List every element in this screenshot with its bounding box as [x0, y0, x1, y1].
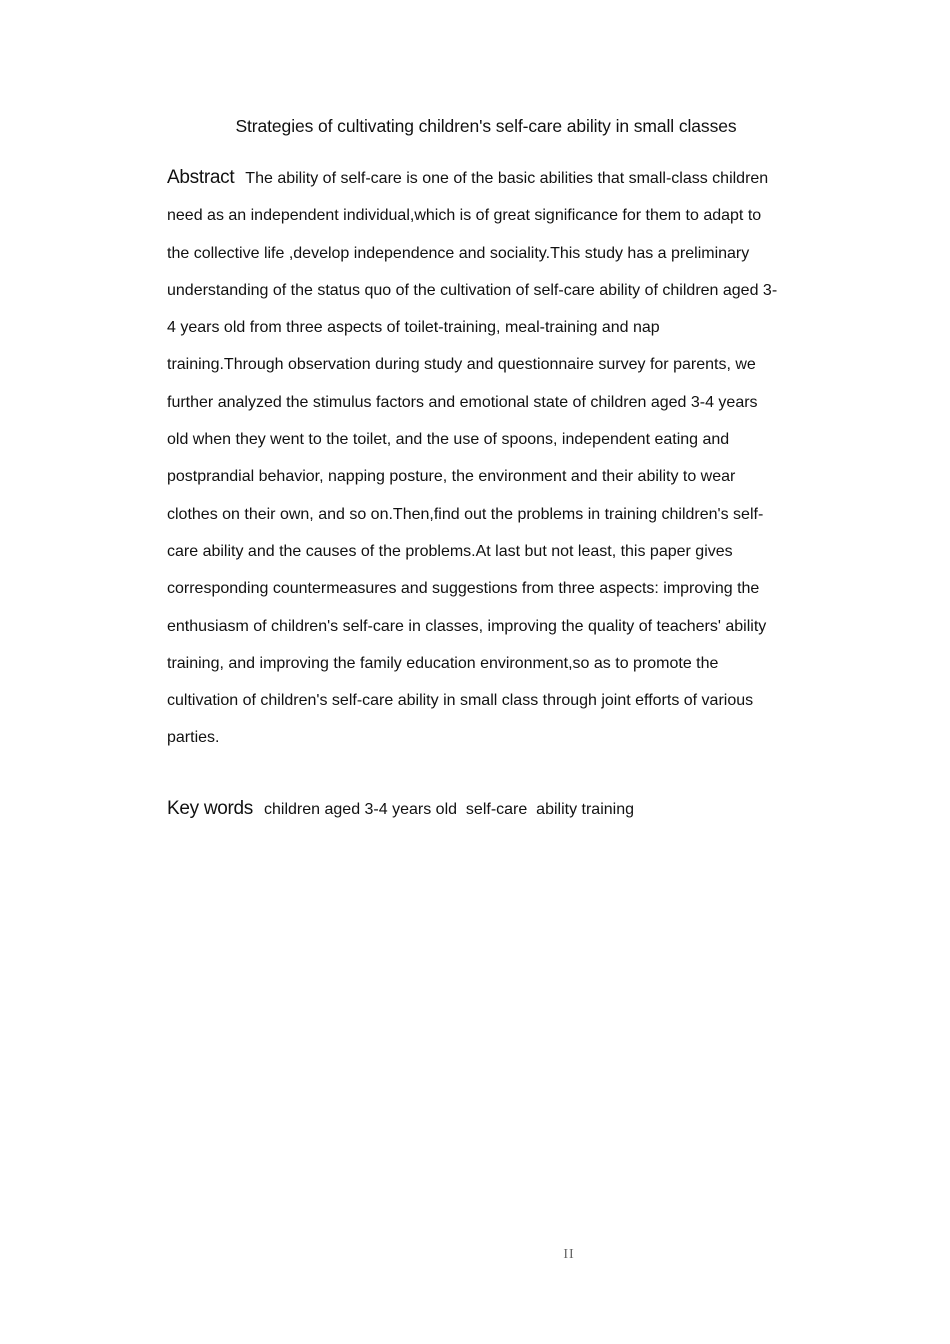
- keywords-heading: Key words: [167, 798, 254, 819]
- abstract-line: old when they went to the toilet, and the use of spoons, independent eating and: [167, 431, 730, 449]
- keyword-item: children aged 3-4 years old: [264, 801, 458, 818]
- abstract-line: 4 years old from three aspects of toilet-training, meal-training and nap: [167, 319, 660, 337]
- keywords-line: [167, 790, 634, 828]
- abstract-line: clothes on their own, and so on.Then,find out the problems in training children's self-: [167, 505, 764, 523]
- abstract-line: corresponding countermeasures and suggestions from three aspects: improving the: [167, 580, 760, 598]
- page-number: II: [563, 1247, 575, 1262]
- abstract-line: need as an independent individual,which is of great significance for them to adapt to: [167, 207, 762, 225]
- abstract-line: understanding of the status quo of the cultivation of self-care ability of children aged 3-: [167, 281, 778, 299]
- abstract-line-text: The ability of self-care is one of the basic abilities that small-class children: [245, 170, 769, 187]
- abstract-line: postprandial behavior, napping posture, the environment and their ability to wear: [167, 468, 736, 486]
- page-title: Strategies of cultivating children's self-care ability in small classes: [235, 116, 737, 136]
- abstract-line: [167, 159, 813, 197]
- keyword-separator: [527, 801, 536, 818]
- keyword-item: ability training: [536, 801, 634, 818]
- keyword-separator: [457, 801, 466, 818]
- abstract-paragraph: [167, 159, 813, 757]
- abstract-line: care ability and the causes of the problems.At last but not least, this paper gives: [167, 542, 733, 560]
- abstract-line: cultivation of children's self-care ability in small class through joint efforts of various: [167, 692, 754, 710]
- abstract-line: training, and improving the family education environment,so as to promote the: [167, 654, 719, 672]
- abstract-line: parties.: [167, 729, 220, 747]
- abstract-line: further analyzed the stimulus factors and emotional state of children aged 3-4 years: [167, 393, 758, 411]
- abstract-line: enthusiasm of children's self-care in classes, improving the quality of teachers' ability: [167, 617, 767, 635]
- abstract-line: the collective life ,develop independence and sociality.This study has a preliminary: [167, 244, 750, 262]
- abstract-line: training.Through observation during study and questionnaire survey for parents, we: [167, 356, 756, 374]
- keyword-item: self-care: [465, 801, 528, 818]
- abstract-heading: Abstract: [167, 167, 235, 188]
